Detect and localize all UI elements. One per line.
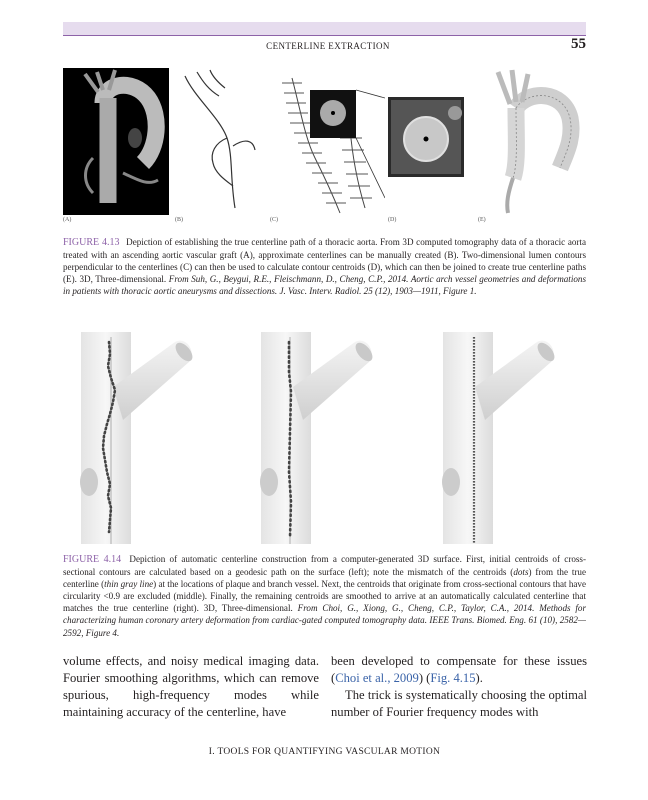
panel-label-a: (A) [63, 217, 72, 223]
figure-4-14-caption-thin-line: thin gray line [104, 579, 154, 590]
figure-4-14-caption [63, 553, 586, 639]
figure-4-13-source: From Suh, G., Beygui, R.E., Fleischmann, D., Cheng, C.P., 2014. Aortic arch vessel geometries and deformations in patients with thoracic aortic aneurysms and dissections. J. Vasc. Interv. Radiol. 25 (12), 1903—1911, Figure 1. [63, 274, 586, 297]
page-number: 55 [571, 36, 586, 52]
figure-4-14-caption-part2: ) from the true centerline ( [63, 567, 586, 590]
figure-4-14-source: From Choi, G., Xiong, G., Cheng, C.P., Taylor, C.A., 2014. Methods for characterizing human coronary artery deformation from cardiac-gated computed tomography data. IEEE Trans. Biomed. Eng. 61 (10), 2582—2592, Figure 4. [63, 603, 587, 638]
figure-4-14-right [442, 332, 558, 544]
figure-4-14-caption-dots: dots [513, 567, 529, 578]
panel-label-d: (D) [388, 217, 397, 223]
running-title: CENTERLINE EXTRACTION [266, 41, 390, 51]
figure-4-14 [63, 332, 586, 544]
figure-4-13-label: FIGURE 4.13 [63, 237, 120, 248]
figure-4-13-caption-text: Depiction of establishing the true centerline path of a thoracic aorta. From 3D computed tomography data of a thoracic aorta treated with an ascending aortic vascular graft (A), approximate centerlines can be manually created (B). Two-dimensional lumen contours perpendicular to the centerlines (C) can then be used to calculate contour centroids (D), which can then be joined to create true centerline paths (E). 3D, Three-dimensional. [63, 237, 586, 285]
header-rule [63, 35, 586, 36]
figure-4-14-caption-part1: Depiction of automatic centerline construction from a computer-generated 3D surface. First, initial centroids of cross-sectional contours are calculated based on a geodesic path on the surface (left); note the mismatch of the centroids ( [63, 554, 586, 578]
body-right-text-end: ). [475, 671, 483, 685]
panel-label-e: (E) [478, 217, 486, 223]
figure-4-14-caption-part3: ) at the locations of plaque and branch vessel. Next, the centroids that originate from cross-sectional contours that have circularity <0.9 are excluded (middle). Finally, the remaining centroids are smoothed to arrive at an automatically calculated centerline that matches the true centerline (right). 3D, Three-dimensional. [63, 579, 587, 614]
figure-4-13-panel-e [478, 68, 586, 215]
figure-4-15-link[interactable]: Fig. 4.15 [430, 671, 476, 685]
body-right-text-mid: ) ( [418, 671, 431, 685]
figure-4-13-caption [63, 236, 586, 297]
figure-4-13-panel-a [63, 68, 169, 215]
body-paragraph-right-2: The trick is systematically choosing the optimal number of Fourier frequency modes with [331, 688, 587, 719]
header-band [63, 22, 586, 35]
panel-label-b: (B) [175, 217, 183, 223]
figure-4-14-label: FIGURE 4.14 [63, 554, 122, 565]
figure-4-13-panel-c [270, 68, 385, 215]
figure-4-14-left [80, 332, 196, 544]
body-paragraph-left: volume effects, and noisy medical imaging data. Fourier smoothing algorithms, which can remove spurious, high-frequency modes while maintaining accuracy of the centerline, have [63, 654, 319, 719]
figure-4-14-middle [260, 332, 376, 544]
footer-section-title: I. TOOLS FOR QUANTIFYING VASCULAR MOTION [208, 747, 441, 757]
body-column-right [331, 653, 587, 721]
body-right-text-1: been developed to compensate for these issues ( [331, 654, 587, 685]
body-column-left [63, 653, 319, 721]
panel-label-c: (C) [270, 217, 278, 223]
figure-4-13-panel-b [175, 68, 267, 215]
body-paragraph-right-1 [331, 653, 587, 687]
figure-4-13-panel-d [388, 97, 464, 177]
citation-choi-2009[interactable]: Choi et al., 2009 [335, 671, 419, 685]
